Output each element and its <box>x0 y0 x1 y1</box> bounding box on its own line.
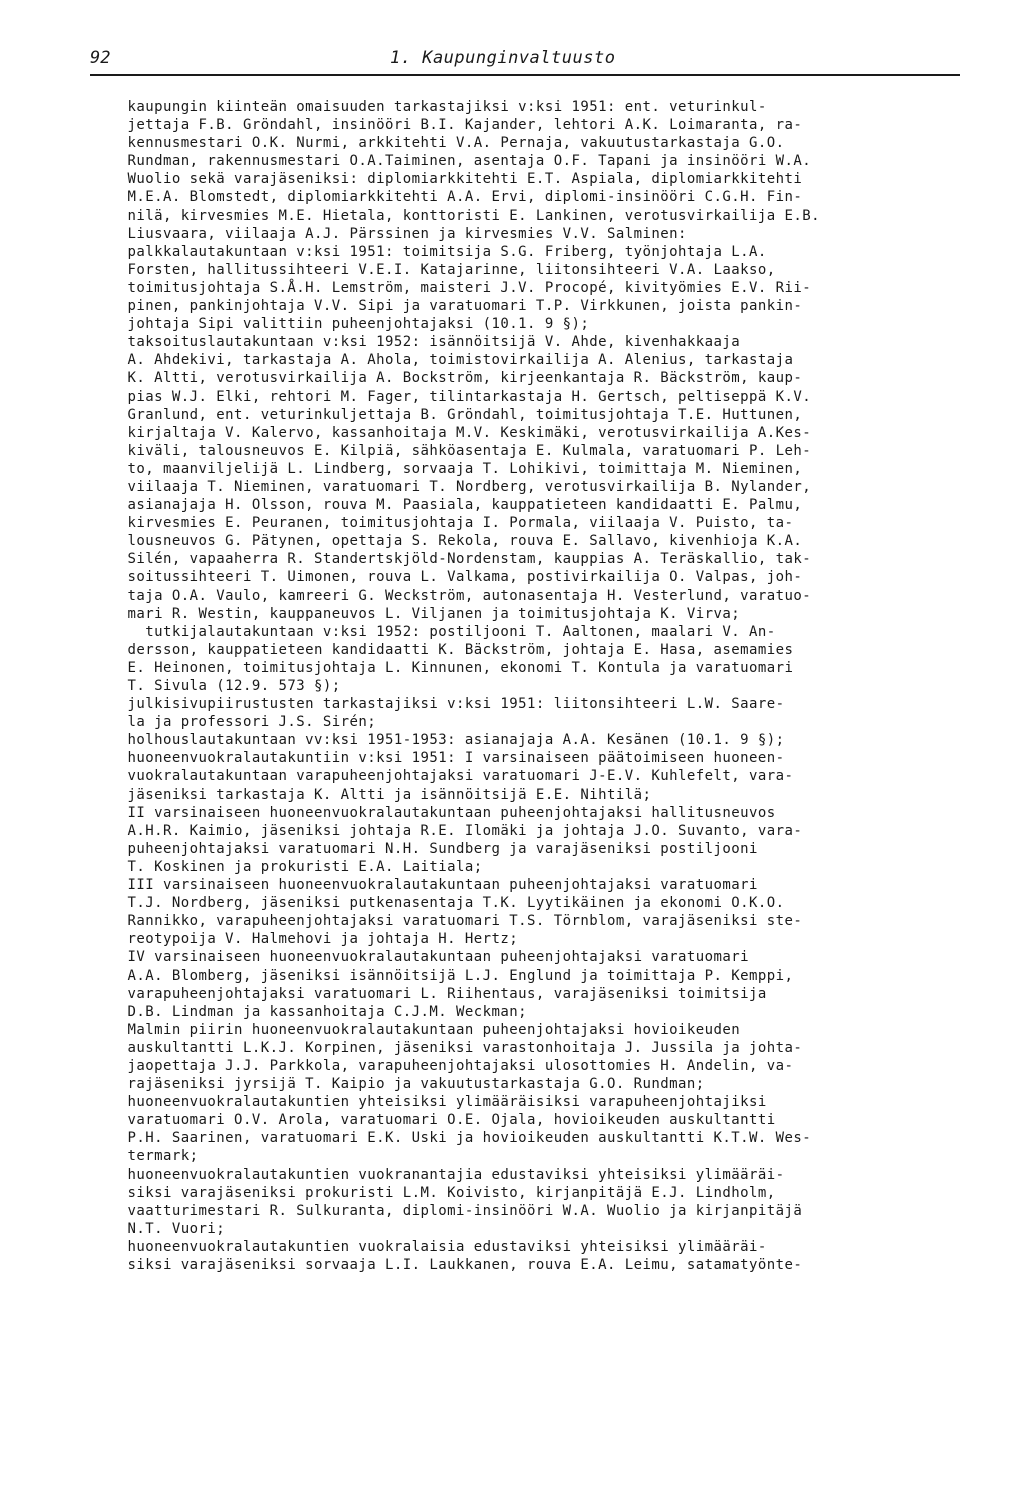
text-line: puheenjohtajaksi varatuomari N.H. Sundberg ja varajäseniksi postiljooni <box>92 840 758 857</box>
text-line: M.E.A. Blomstedt, diplomiarkkitehti A.A. Ervi, diplomi-insinööri C.G.H. Fin- <box>92 189 803 206</box>
text-line: lousneuvos G. Pätynen, opettaja S. Rekola, rouva E. Sallavo, kivenhioja K.A. <box>92 533 803 550</box>
text-line: T. Sivula (12.9. 573 §); <box>92 678 341 694</box>
text-line: A.H.R. Kaimio, jäseniksi johtaja R.E. Ilomäki ja johtaja J.O. Suvanto, vara- <box>92 822 803 839</box>
text-line: reotypoija V. Halmehovi ja johtaja H. Hertz; <box>92 931 519 948</box>
text-line: jäseniksi tarkastaja K. Altti ja isännöitsijä E.E. Nihtilä; <box>92 786 652 803</box>
text-line: T. Koskinen ja prokuristi E.A. Laitiala; <box>92 858 483 875</box>
text-line: siksi varajäseniksi sorvaaja L.I. Laukkanen, rouva E.A. Leimu, satamatyönte- <box>92 1257 803 1273</box>
text-line: pias W.J. Elki, rehtori M. Fager, tilintarkastaja H. Gertsch, peltiseppä K.V. <box>92 388 812 405</box>
text-line: tutkijalautakuntaan v:ksi 1952: postiljooni T. Aaltonen, maalari V. An- <box>92 623 776 640</box>
text-line: varatuomari O.V. Arola, varatuomari O.E. Ojala, hovioikeuden auskultantti <box>92 1112 776 1129</box>
text-line: to, maanviljelijä L. Lindberg, sorvaaja T. Lohikivi, toimittaja M. Nieminen, <box>92 460 803 477</box>
page-header <box>90 44 960 76</box>
text-line: jaopettaja J.J. Parkkola, varapuheenjohtajaksi ulosottomies H. Andelin, va- <box>92 1057 794 1074</box>
text-line: E. Heinonen, toimitusjohtaja L. Kinnunen, ekonomi T. Kontula ja varatuomari <box>92 659 794 676</box>
text-line: asianajaja H. Olsson, rouva M. Paasiala, kauppatieteen kandidaatti E. Palmu, <box>92 497 803 514</box>
text-line: huoneenvuokralautakuntiin v:ksi 1951: I varsinaiseen päätoimiseen huoneen- <box>92 750 785 767</box>
text-line: kiväli, talousneuvos E. Kilpiä, sähköasentaja E. Kulmala, varatuomari P. Leh- <box>92 442 812 459</box>
text-line: toimitusjohtaja S.Å.H. Lemström, maisteri J.V. Procopé, kivityömies E.V. Rii- <box>92 279 812 296</box>
text-line: A.A. Blomberg, jäseniksi isännöitsijä L.J. Englund ja toimittaja P. Kemppi, <box>92 967 794 984</box>
text-line: D.B. Lindman ja kassanhoitaja C.J.M. Weckman; <box>92 1003 528 1020</box>
text-line: holhouslautakuntaan vv:ksi 1951-1953: asianajaja A.A. Kesänen (10.1. 9 §); <box>92 732 785 749</box>
text-line: P.H. Saarinen, varatuomari E.K. Uski ja hovioikeuden auskultantti K.T.W. Wes- <box>92 1130 812 1147</box>
text-line: kirjaltaja V. Kalervo, kassanhoitaja M.V. Keskimäki, verotusvirkailija A.Kes- <box>92 424 812 441</box>
text-line: termark; <box>92 1148 199 1165</box>
text-line: Rundman, rakennusmestari O.A.Taiminen, asentaja O.F. Tapani ja insinööri W.A. <box>92 153 812 170</box>
text-line: T.J. Nordberg, jäseniksi putkenasentaja T.K. Lyytikäinen ja ekonomi O.K.O. <box>92 895 785 912</box>
text-line: K. Altti, verotusvirkailija A. Bockström, kirjeenkantaja R. Bäckström, kaup- <box>92 370 803 387</box>
text-line: kirvesmies E. Peuranen, toimitusjohtaja I. Pormala, viilaaja V. Puisto, ta- <box>92 515 794 532</box>
text-line: auskultantti L.K.J. Korpinen, jäseniksi varastonhoitaja J. Jussila ja johta- <box>92 1039 803 1056</box>
text-line: huoneenvuokralautakuntien yhteisiksi ylimääräisiksi varapuheenjohtajiksi <box>92 1094 767 1111</box>
text-line: jettaja F.B. Gröndahl, insinööri B.I. Kajander, lehtori A.K. Loimaranta, ra- <box>92 117 803 134</box>
text-line: kennusmestari O.K. Nurmi, arkkitehti V.A. Pernaja, vakuutustarkastaja G.O. <box>92 135 785 152</box>
text-line: kaupungin kiinteän omaisuuden tarkastajiksi v:ksi 1951: ent. veturinkul- <box>92 99 767 115</box>
text-line: varapuheenjohtajaksi varatuomari L. Riihentaus, varajäseniksi toimitsija <box>92 985 767 1002</box>
text-line: Malmin piirin huoneenvuokralautakuntaan puheenjohtajaksi hovioikeuden <box>92 1021 741 1038</box>
text-line: soitussihteeri T. Uimonen, rouva L. Valkama, postivirkailija O. Valpas, joh- <box>92 569 803 586</box>
text-line: dersson, kauppatieteen kandidaatti K. Bäckström, johtaja E. Hasa, asemamies <box>92 641 794 658</box>
text-line: taksoituslautakuntaan v:ksi 1952: isännöitsijä V. Ahde, kivenhakkaaja <box>92 334 741 351</box>
text-line: vaatturimestari R. Sulkuranta, diplomi-insinööri W.A. Wuolio ja kirjanpitäjä <box>92 1202 803 1219</box>
text-line: johtaja Sipi valittiin puheenjohtajaksi (10.1. 9 §); <box>92 316 590 333</box>
text-line: Silén, vapaaherra R. Standertskjöld-Nordenstam, kauppias A. Teräskallio, tak- <box>92 551 812 568</box>
text-line: N.T. Vuori; <box>92 1220 226 1237</box>
page-number: 92 <box>90 48 111 68</box>
text-line: mari R. Westin, kauppaneuvos L. Viljanen ja toimitusjohtaja K. Virva; <box>92 605 741 622</box>
body-text <box>92 98 972 1274</box>
text-line: Rannikko, varapuheenjohtajaksi varatuomari T.S. Törnblom, varajäseniksi ste- <box>92 913 803 930</box>
running-head: 1. Kaupunginvaltuusto <box>390 48 616 68</box>
text-line: julkisivupiirustusten tarkastajiksi v:ksi 1951: liitonsihteeri L.W. Saare- <box>92 696 785 713</box>
text-line: A. Ahdekivi, tarkastaja A. Ahola, toimistovirkailija A. Alenius, tarkastaja <box>92 352 794 369</box>
text-line: II varsinaiseen huoneenvuokralautakuntaan puheenjohtajaksi hallitusneuvos <box>92 804 776 821</box>
text-line: III varsinaiseen huoneenvuokralautakuntaan puheenjohtajaksi varatuomari <box>92 877 758 894</box>
text-line: Granlund, ent. veturinkuljettaja B. Gröndahl, toimitusjohtaja T.E. Huttunen, <box>92 406 803 423</box>
text-line: Wuolio sekä varajäseniksi: diplomiarkkitehti E.T. Aspiala, diplomiarkkitehti <box>92 171 803 188</box>
text-line: pinen, pankinjohtaja V.V. Sipi ja varatuomari T.P. Virkkunen, joista pankin- <box>92 298 803 315</box>
text-line: siksi varajäseniksi prokuristi L.M. Koivisto, kirjanpitäjä E.J. Lindholm, <box>92 1184 776 1201</box>
text-line: viilaaja T. Nieminen, varatuomari T. Nordberg, verotusvirkailija B. Nylander, <box>92 478 812 495</box>
text-line: nilä, kirvesmies M.E. Hietala, konttoristi E. Lankinen, verotusvirkailija E.B. <box>92 207 821 224</box>
text-line: vuokralautakuntaan varapuheenjohtajaksi varatuomari J-E.V. Kuhlefelt, vara- <box>92 768 794 785</box>
text-line: Forsten, hallitussihteeri V.E.I. Katajarinne, liitonsihteeri V.A. Laakso, <box>92 261 776 278</box>
text-line: IV varsinaiseen huoneenvuokralautakuntaan puheenjohtajaksi varatuomari <box>92 949 750 966</box>
text-line: rajäseniksi jyrsijä T. Kaipio ja vakuutustarkastaja G.O. Rundman; <box>92 1076 705 1093</box>
text-line: la ja professori J.S. Sirén; <box>92 714 377 731</box>
text-line: huoneenvuokralautakuntien vuokralaisia edustaviksi yhteisiksi ylimääräi- <box>92 1238 767 1255</box>
text-line: taja O.A. Vaulo, kamreeri G. Weckström, autonasentaja H. Vesterlund, varatuo- <box>92 587 812 604</box>
text-line: palkkalautakuntaan v:ksi 1951: toimitsija S.G. Friberg, työnjohtaja L.A. <box>92 243 767 260</box>
text-line: Liusvaara, viilaaja A.J. Pärssinen ja kirvesmies V.V. Salminen: <box>92 225 687 242</box>
text-line: huoneenvuokralautakuntien vuokranantajia edustaviksi yhteisiksi ylimääräi- <box>92 1166 785 1183</box>
